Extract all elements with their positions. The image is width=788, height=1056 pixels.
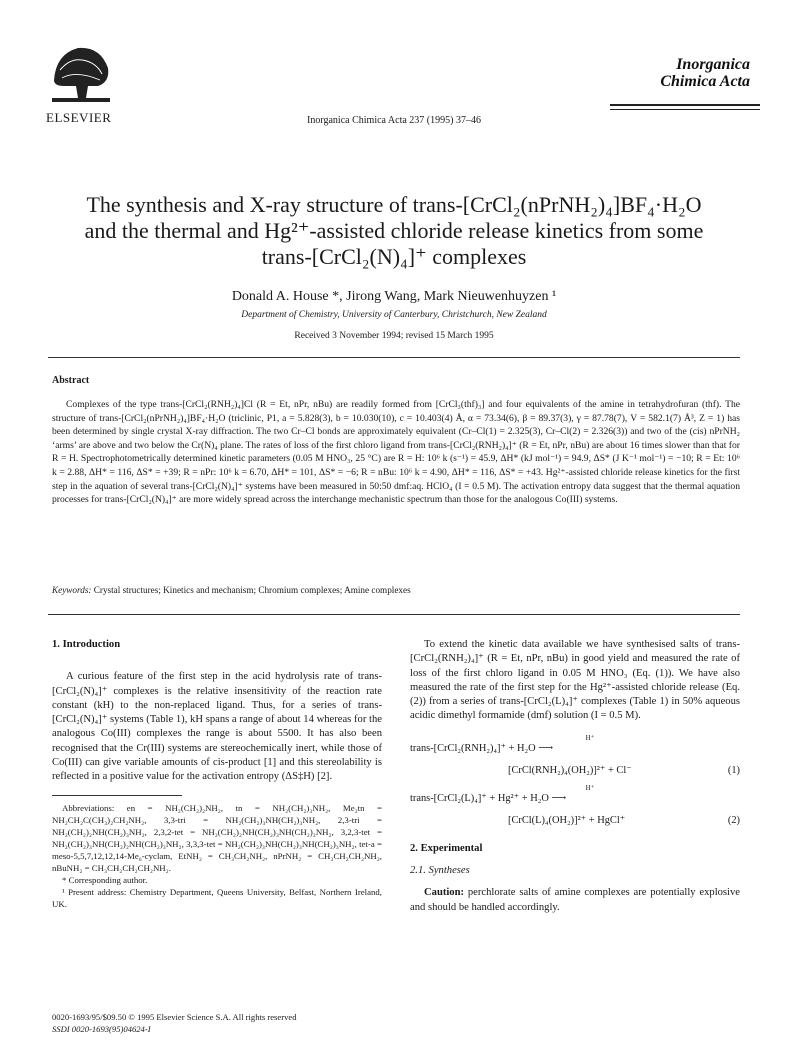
equation-2-condition: H⁺ bbox=[585, 783, 595, 792]
caution-text: perchlorate salts of amine complexes are potentially explosive and should be handled accordingly. bbox=[410, 887, 740, 913]
equation-1-lhs: trans-[CrCl₂(RNH₂)₄]⁺ + H₂O ⟶ bbox=[410, 742, 554, 754]
intro-paragraph: A curious feature of the first step in the acid hydrolysis rate of trans-[CrCl₂(N)₄]⁺ complexes is the relative insensitivity of the reaction rate constant (kH) to the non-replaced ligand. Thus, for a series of trans-[CrCl₂(N)₄]⁺ systems (Table 1), kH spans a range of about 14 whereas for the analogous Co(III) complexes the range is about 5500. It has also been recognised that the Cr(III) systems are stereochemically inert, while those of Co(III) can give variable amounts of cis-product [1] and this stereolability is reflected in a positive value for the activation entropy (ΔS‡H) [2]. bbox=[52, 671, 382, 783]
intro-heading: 1. Introduction bbox=[52, 639, 121, 650]
title-line-1: The synthesis and X-ray structure of trans-[CrCl₂(nPrNH₂)₄]BF₄·H₂O bbox=[86, 192, 702, 217]
caution-label: Caution: bbox=[424, 887, 465, 899]
brand-line-2: Chimica Acta bbox=[660, 73, 750, 90]
right-paragraph: To extend the kinetic data available we have synthesised salts of trans-[CrCl₂(RNH₂)₄]⁺ (R = Et, nPr, nBu) in good yield and measured the rate of loss of the first chloro ligand in 0.05 M HNO₃ (Eq. (1)). We have also measured the rate of the first step for the Hg²⁺-assisted chloride release (Eq. (2)) from a series of trans-[CrCl₂(L)₄]⁺ complexes (Table 1) in 50% aqueous acidic dimethyl formamide (dmf) solution (I = 0.5 M). bbox=[410, 639, 740, 722]
journal-reference: Inorganica Chimica Acta 237 (1995) 37–46 bbox=[307, 115, 481, 126]
equation-1-condition: H⁺ bbox=[585, 733, 595, 742]
abstract-body bbox=[52, 398, 740, 507]
title-line-2: and the thermal and Hg²⁺-assisted chloride release kinetics from some bbox=[84, 218, 704, 243]
authors: Donald A. House *, Jirong Wang, Mark Nieuwenhuyzen ¹ bbox=[231, 289, 557, 304]
brand-rules bbox=[610, 104, 760, 113]
received-dates: Received 3 November 1994; revised 15 March 1995 bbox=[294, 331, 494, 341]
caution-paragraph bbox=[410, 886, 740, 915]
equation-2-lhs: trans-[CrCl₂(L)₄]⁺ + Hg²⁺ + H₂O ⟶ bbox=[410, 792, 567, 804]
experimental-heading: 2. Experimental bbox=[410, 842, 483, 854]
left-column bbox=[52, 638, 382, 910]
equation-2 bbox=[410, 784, 740, 828]
equation-1 bbox=[410, 734, 740, 778]
brand-line-1: Inorganica bbox=[676, 56, 750, 73]
journal-brand bbox=[600, 56, 750, 90]
footnote-present-address: ¹ Present address: Chemistry Department, Queens University, Belfast, Northern Ireland, UK. bbox=[52, 886, 382, 909]
imprint bbox=[52, 1011, 297, 1035]
footnote-abbreviations: Abbreviations: en = NH₂(CH₂)₂NH₂, tn = NH₂(CH₂)₃NH₂, Me₂tn = NH₂CH₂C(CH₃)₂CH₂NH₂, 3,3-tri = NH₂(CH₂)₃NH(CH₂)₃NH₂, 2,3-tri = NH₂(CH₂)₂NH(CH₂)₃NH₂, 2,3,2-tet = NH₂(CH₂)₂NH(CH₂)₃NH(CH₂)₂NH₂, 3,2,3-tet = NH₂(CH₂)₃NH(CH₂)₂NH(CH₂)₃NH₂, 3,3,3-tet = NH₂(CH₂)₃NH(CH₂)₃NH(CH₂)₃NH₂, tet-a = meso-5,5,7,12,12,14-Me₆-cyclam, EtNH₂ = CH₃CH₂NH₂, nPrNH₂ = CH₃CH₂CH₂NH₂, nBuNH₂ = CH₃CH₂CH₂CH₂NH₂. bbox=[52, 802, 382, 873]
abstract-heading: Abstract bbox=[52, 375, 90, 386]
divider-top bbox=[48, 357, 740, 358]
publisher-name: ELSEVIER bbox=[46, 110, 112, 125]
equation-1-number: (1) bbox=[727, 764, 740, 776]
divider-bottom bbox=[48, 614, 740, 615]
keywords-label: Keywords: bbox=[52, 585, 92, 595]
article-title bbox=[40, 192, 748, 270]
abstract-text: Complexes of the type trans-[CrCl₂(RNH₂)₄]Cl (R = Et, nPr, nBu) are readily formed from [CrCl₃(thf)₃] and four equivalents of the amine in tetrahydrofuran (thf). The structure of trans-[CrCl₂(nPrNH₂)₄]BF₄·H₂O (triclinic, P1, a = 5.828(3), b = 10.030(10), c = 10.403(4) Å, α = 73.34(6), β = 89.37(3), γ = 87.78(7), V = 582.1(7) Å³, Z = 1) has been determined by single crystal X-ray diffraction. The two Cr–Cl bonds are approximately equivalent (Cr–Cl(1) = 2.325(3), Cr–Cl(2) = 2.326(3)) and two of the (cis) nPrNH₂ ‘arms’ are above and two below the Cr(N)₄ plane. The rates of loss of the first chloro ligand from trans-[CrCl₂(RNH₂)₄]⁺ (R = Et, nPr, nBu) are about 16 times slower than that for R = H. Spectrophotometrically determined kinetic parameters (0.05 M HNO₃, 25 °C) are R = H: 10⁶ k (s⁻¹) = 45.9, ΔH* (kJ mol⁻¹) = 94.9, ΔS* (J K⁻¹ mol⁻¹) = −10; R = Et: 10⁶ k = 2.88, ΔH* = 116, ΔS* = +39; R = nPr: 10⁶ k = 6.70, ΔH* = 101, ΔS* = −6; R = nBu: 10⁶ k = 4.90, ΔH* = 116, ΔS* = +43. Hg²⁺-assisted chloride release kinetics for the first step in the aquation of several trans-[CrCl₂(N)₄]⁺ systems have been measured in 50:50 dmf:aq. HClO₄ (I = 0.5 M). The activation entropy data suggest that the thermal aquation processes for trans-[CrCl₂(N)₄]⁺ are more widely spread across the interchange mechanistic spectrum than those for the analogous Co(III) systems. bbox=[52, 399, 740, 506]
affiliation: Department of Chemistry, University of Canterbury, Christchurch, New Zealand bbox=[241, 310, 547, 320]
imprint-ssdi: SSDI 0020-1693(95)04624-I bbox=[52, 1024, 151, 1034]
elsevier-tree-icon bbox=[48, 40, 114, 106]
footnotes bbox=[52, 802, 382, 910]
equation-2-number: (2) bbox=[727, 814, 740, 826]
footnote-rule bbox=[52, 795, 182, 796]
equation-2-rhs: [CrCl(L)₄(OH₂)]²⁺ + HgCl⁺ bbox=[508, 814, 626, 826]
equation-1-rhs: [CrCl(RNH₂)₄(OH₂)]²⁺ + Cl⁻ bbox=[508, 764, 632, 776]
syntheses-heading: 2.1. Syntheses bbox=[410, 865, 470, 877]
footnote-corresponding: * Corresponding author. bbox=[62, 874, 148, 885]
title-line-3: trans-[CrCl₂(N)₄]⁺ complexes bbox=[261, 244, 527, 269]
right-column bbox=[410, 638, 740, 915]
imprint-copyright: 0020-1693/95/$09.50 © 1995 Elsevier Science S.A. All rights reserved bbox=[52, 1012, 297, 1022]
keywords-text: Crystal structures; Kinetics and mechanism; Chromium complexes; Amine complexes bbox=[93, 585, 411, 595]
keywords bbox=[52, 585, 740, 595]
